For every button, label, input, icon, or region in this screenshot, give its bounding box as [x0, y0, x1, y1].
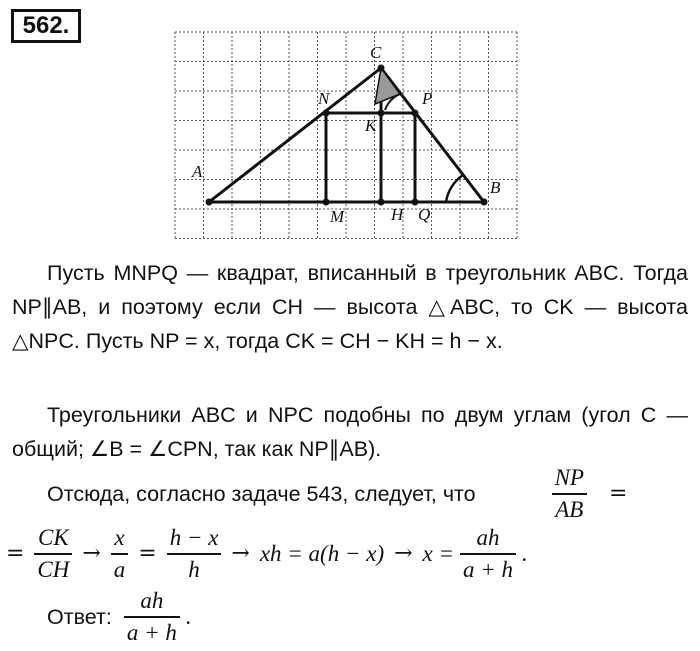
arrow: → [82, 540, 101, 566]
fraction-ck-ch [34, 523, 72, 585]
derivation-text: Отсюда, согласно задаче 543, следует, что [47, 481, 476, 506]
grid-lines [175, 32, 517, 239]
fraction-numerator: ah [124, 586, 180, 618]
side-ac [209, 68, 381, 202]
fraction-numerator: h − x [167, 523, 222, 555]
fraction-numerator: NP [552, 463, 587, 495]
label-k: K [365, 116, 377, 135]
fraction-x-a [111, 523, 129, 585]
fraction-denominator: a + h [126, 620, 177, 645]
answer-line [47, 586, 192, 648]
fraction-hmx-h [167, 523, 222, 585]
formula-line-2 [2, 523, 528, 585]
fraction-denominator: CH [37, 557, 70, 582]
problem-number: 562. [11, 9, 81, 43]
arrow: → [231, 540, 250, 566]
period: . [522, 541, 528, 566]
fraction-np-ab [552, 463, 587, 525]
equals-sign: = [6, 540, 25, 566]
fraction-numerator: CK [34, 523, 72, 555]
equals-sign: = [138, 540, 157, 566]
answer-label: Ответ: [47, 604, 112, 629]
fraction-numerator: x [111, 523, 129, 555]
fraction-result [460, 523, 516, 585]
fraction-denominator: a [113, 557, 126, 582]
fraction-denominator: a + h [462, 557, 514, 582]
label-c: C [370, 43, 382, 62]
label-h: H [391, 205, 404, 224]
paragraph-similarity: Треугольники ABC и NPC подобны по двум углам (угол C — общий; ∠B = ∠CPN, так как NP∥AB). [12, 403, 688, 461]
label-m: M [330, 207, 345, 226]
fraction-denominator: AB [555, 497, 584, 522]
formula-line-1 [47, 463, 631, 525]
arrow: → [394, 540, 413, 566]
label-a: A [192, 162, 203, 181]
label-p: P [422, 89, 433, 108]
answer-fraction [124, 586, 180, 648]
equation-xh: xh = a(h − x) [259, 541, 385, 566]
label-n: N [318, 89, 330, 108]
fraction-numerator: ah [460, 523, 516, 555]
period: . [185, 604, 192, 629]
fraction-denominator: h [188, 557, 200, 582]
paragraph-setup: Пусть MNPQ — квадрат, вписанный в треугольник ABC. Тогда NP∥AB, и поэтому если CH — высота △ABC, то CK — высота △NPC. Пусть NP = x, тогда CK = CH − KH = h − x. [12, 261, 688, 353]
equation-x: x = [422, 541, 454, 566]
label-b: B [490, 178, 501, 197]
geometry-figure [0, 0, 700, 260]
equals-sign: = [608, 480, 628, 506]
label-q: Q [418, 205, 431, 224]
